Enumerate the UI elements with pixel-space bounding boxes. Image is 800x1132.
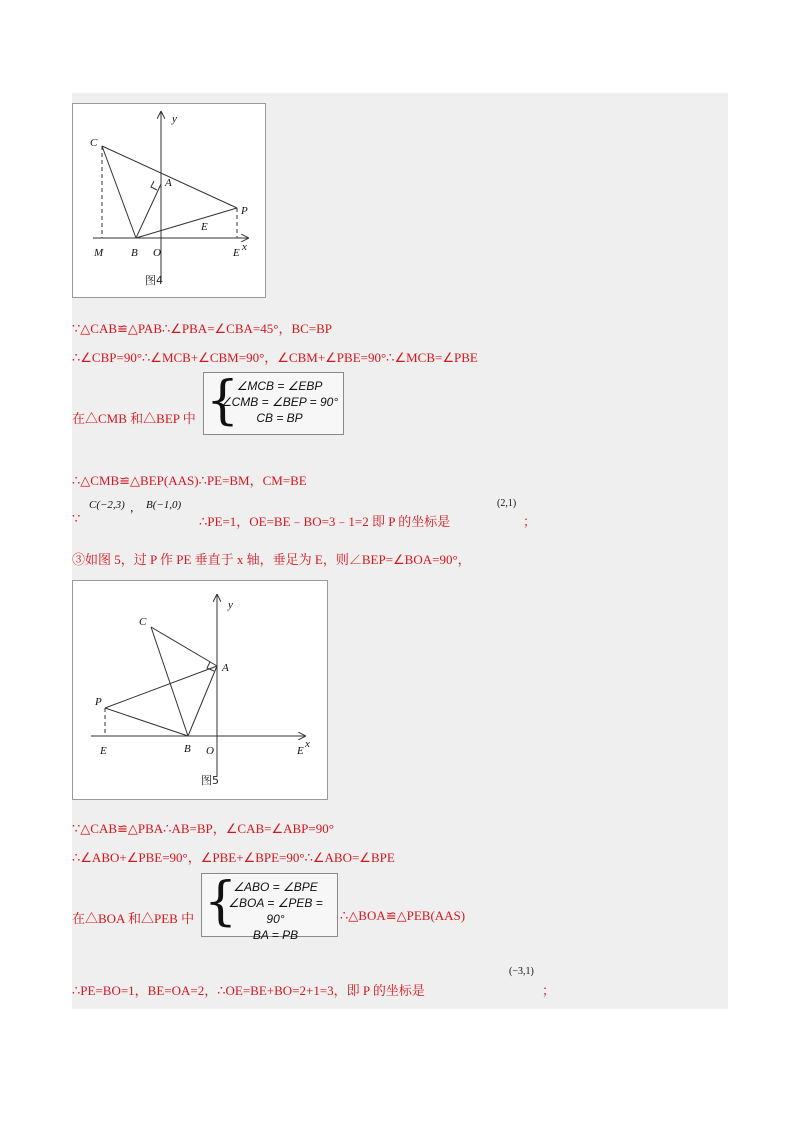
label-c: C — [139, 616, 147, 628]
label-b: B — [184, 743, 191, 755]
label-x: x — [305, 738, 310, 750]
figure-5-diagram — [73, 581, 327, 799]
line-7: ∵△CAB≌△PBA∴AB=BP，∠CAB=∠ABP=90° — [72, 821, 334, 836]
label-a: A — [222, 662, 229, 674]
system-2-row-3: BA = PB — [252, 928, 299, 942]
line-9-tail: ∴△BOA≌△PEB(AAS) — [340, 908, 466, 923]
line-2: ∴∠CBP=90°∴∠MCB+∠CBM=90°，∠CBM+∠PBE=90°∴∠MCB=∠PBE — [72, 350, 478, 365]
label-e-axis: E — [297, 745, 304, 757]
line-3: 在△CMB 和△BEP 中 — [72, 411, 196, 426]
label-o: O — [153, 247, 161, 259]
segment-ba — [136, 184, 161, 238]
label-a: A — [165, 177, 172, 189]
line-1: ∵△CAB≌△PAB∴∠PBA=∠CBA=45°，BC=BP — [72, 321, 333, 336]
figure-4 — [72, 103, 266, 298]
label-c: C — [90, 137, 98, 149]
line-9: 在△BOA 和△PEB 中 — [72, 911, 195, 926]
label-x: x — [242, 241, 247, 253]
system-2-row-1: ∠ABO = ∠BPE — [233, 880, 318, 894]
coord-b: B(−1,0) — [146, 499, 182, 511]
label-p: P — [95, 696, 102, 708]
label-p: P — [241, 205, 248, 217]
coord-sep: ， — [130, 502, 141, 514]
line-5 — [72, 511, 80, 527]
line-10-end: ； — [542, 983, 556, 998]
coord-p-2: (−3,1) — [509, 966, 534, 977]
segment-ca — [151, 627, 217, 666]
right-angle-mark — [151, 181, 157, 190]
figure-5-caption: 图5 — [201, 774, 219, 787]
label-y: y — [228, 599, 233, 611]
system-1-row-1: ∠MCB = ∠EBP — [236, 379, 323, 393]
figure-4-caption: 图4 — [145, 274, 163, 287]
equation-system-2 — [201, 872, 338, 942]
segment-pa — [105, 666, 217, 708]
line-5-because: ∵ — [72, 511, 81, 526]
equation-system-1 — [203, 372, 344, 435]
segment-ba — [188, 666, 217, 736]
line-10: ∴PE=BO=1，BE=OA=2，∴OE=BE+BO=2+1=3，即 P 的坐标是 — [72, 983, 425, 998]
line-5-end: ； — [523, 514, 537, 529]
segment-cb — [151, 627, 188, 736]
line-5-tail: ∴PE=1，OE=BE﹣BO=3﹣1=2 即 P 的坐标是 — [199, 514, 451, 529]
coord-c: C(−2,3) — [89, 499, 125, 511]
left-brace: { — [206, 371, 240, 431]
line-8: ∴∠ABO+∠PBE=90°，∠PBE+∠BPE=90°∴∠ABO=∠BPE — [72, 850, 395, 865]
label-y: y — [172, 113, 177, 125]
label-e-mid: E — [201, 221, 208, 233]
left-brace: { — [204, 872, 238, 932]
line-6: ③如图 5，过 P 作 PE 垂直于 x 轴，垂足为 E，则∠BEP=∠BOA=90°， — [72, 552, 471, 567]
label-e-left: E — [100, 745, 107, 757]
system-1-row-2: ∠CMB = ∠BEP = 90° — [220, 395, 339, 409]
system-2-row-2: ∠BOA = ∠PEB = 90° — [228, 896, 323, 926]
coord-p-1: (2,1) — [497, 498, 517, 509]
label-e-axis: E — [233, 247, 240, 259]
segment-pb — [105, 708, 188, 736]
system-1-row-3: CB = BP — [256, 411, 303, 425]
label-o: O — [206, 745, 214, 757]
document-page — [72, 93, 728, 1009]
figure-4-diagram — [73, 104, 265, 297]
segment-bp — [136, 208, 237, 238]
figure-5 — [72, 580, 328, 800]
label-m: M — [94, 247, 104, 259]
line-4: ∴△CMB≌△BEP(AAS)∴PE=BM，CM=BE — [72, 473, 307, 488]
label-b: B — [131, 247, 138, 259]
